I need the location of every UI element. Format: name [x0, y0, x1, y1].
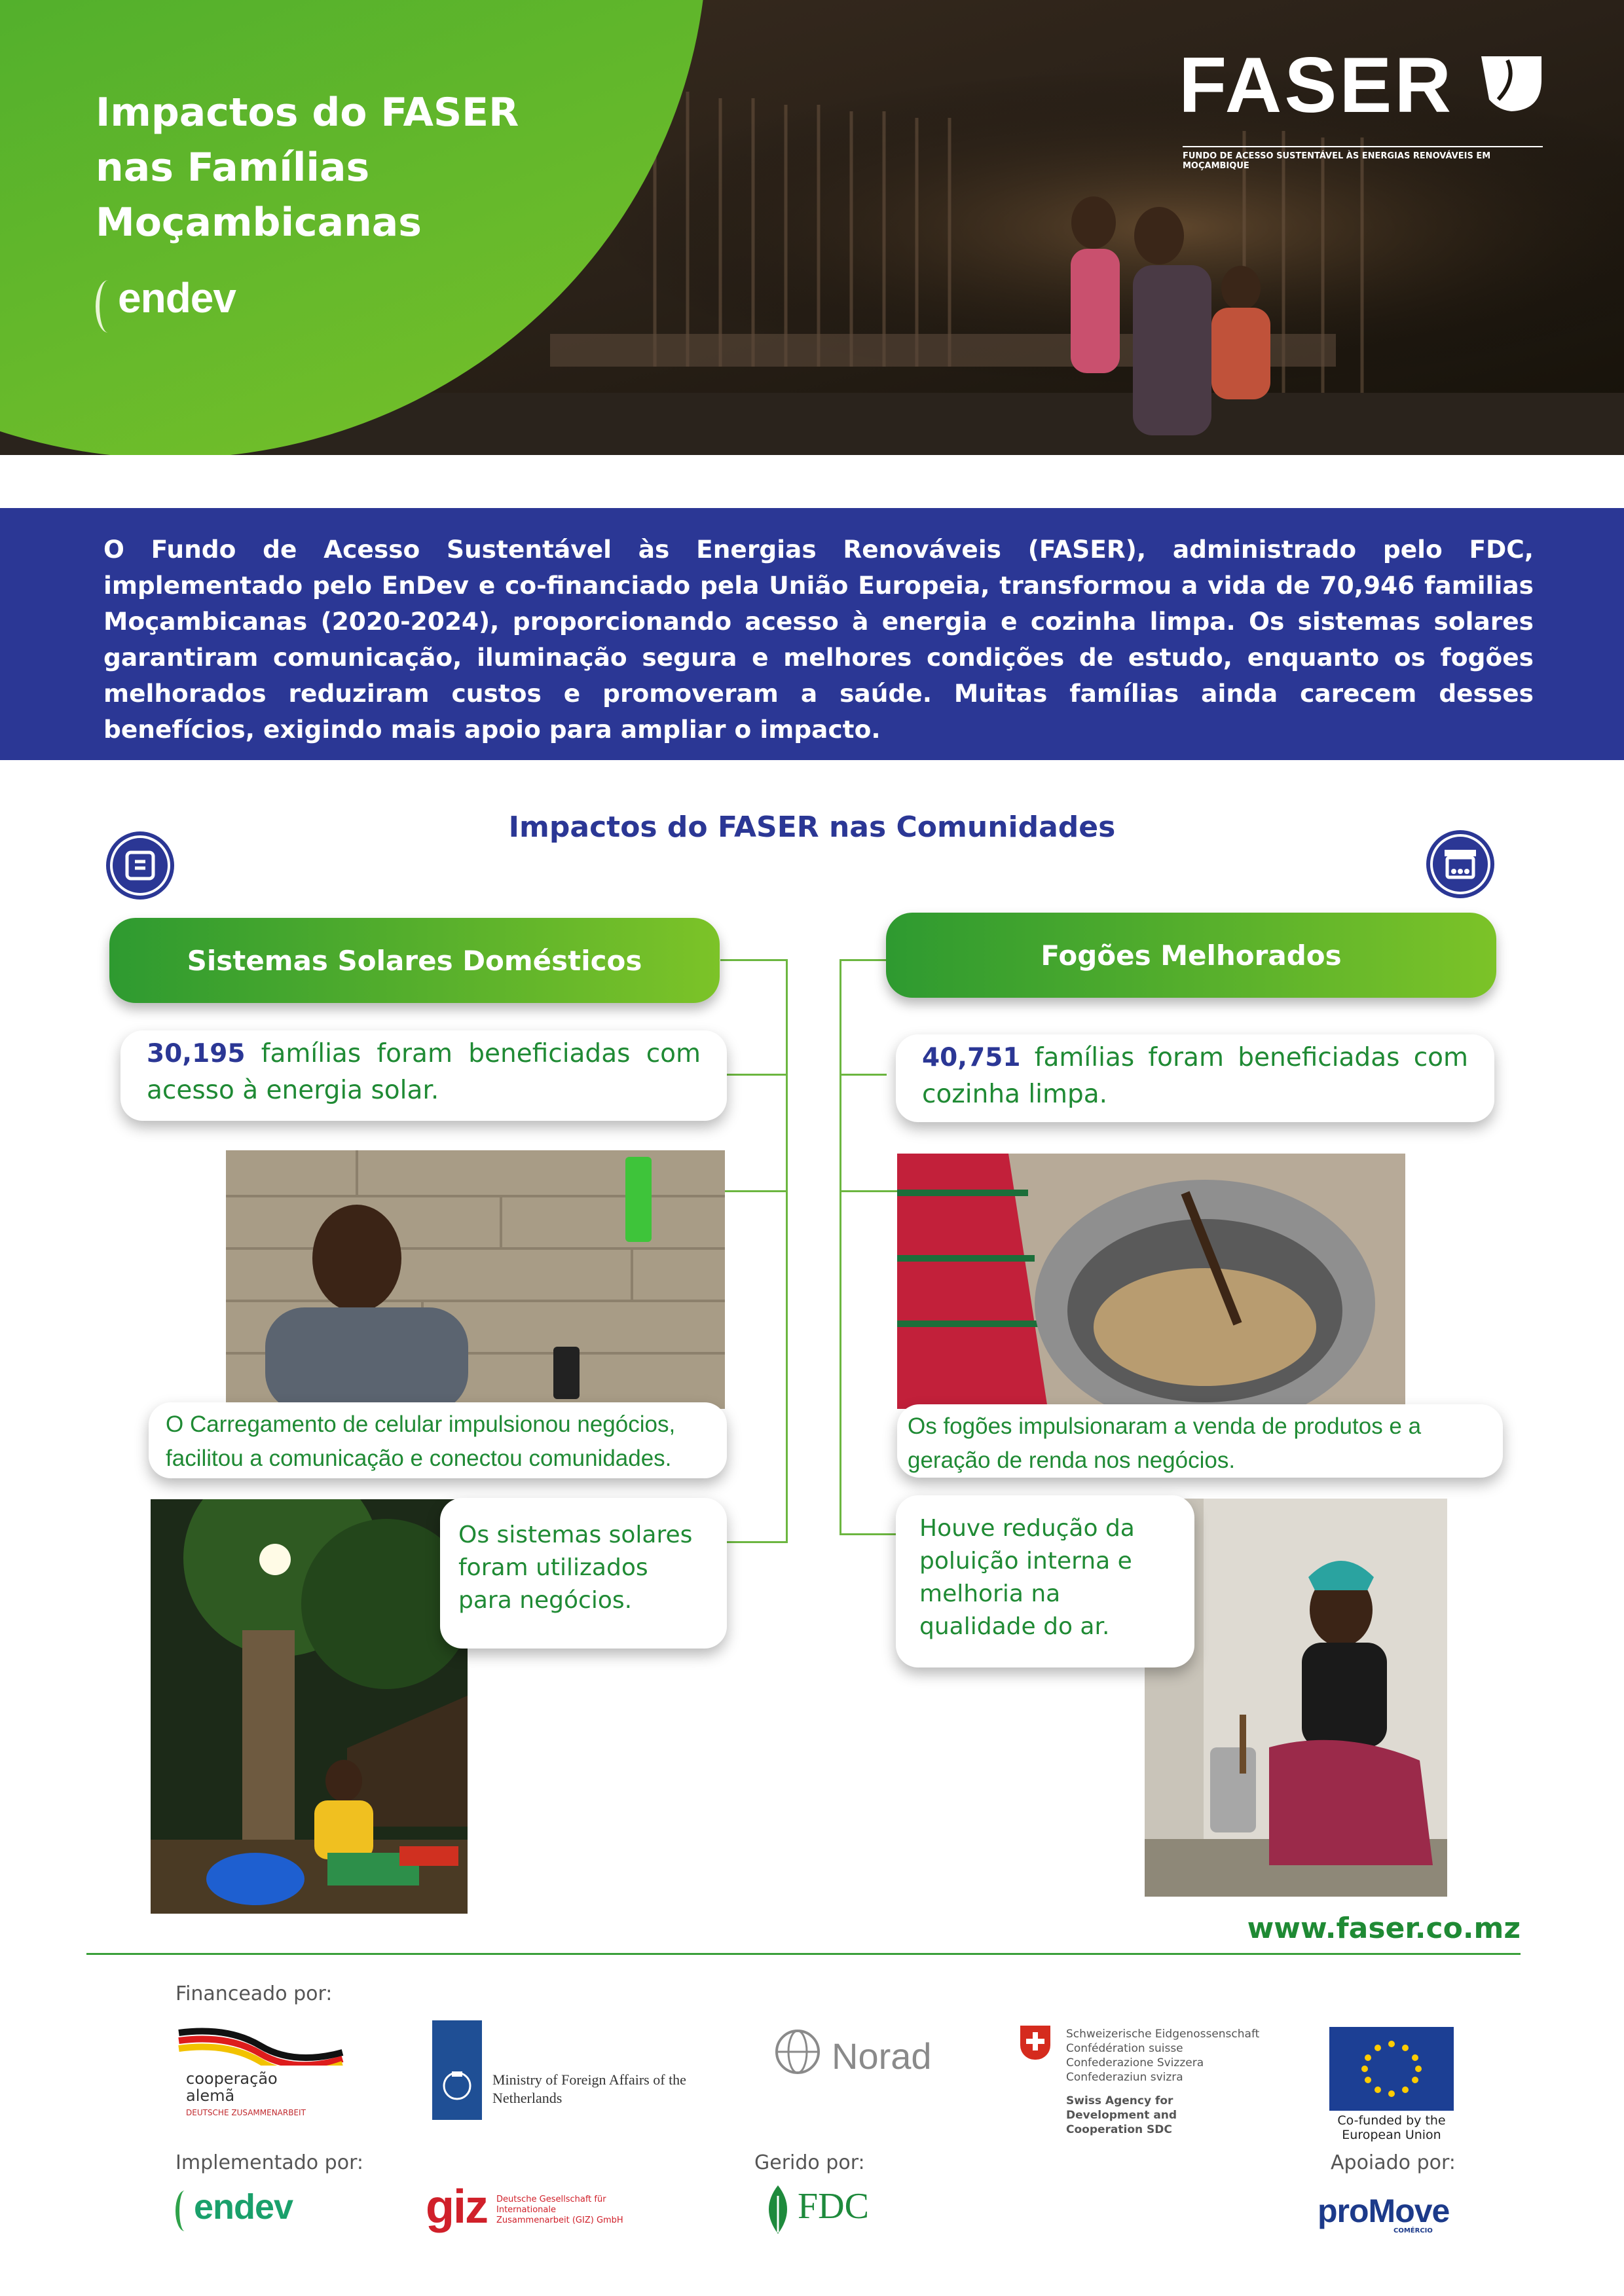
- norad-logo: Norad: [832, 2035, 932, 2077]
- swiss-cross-icon: [1020, 2026, 1050, 2060]
- footer-divider: [86, 1953, 1521, 1955]
- solar-stat-number: 30,195: [147, 1039, 246, 1068]
- managed-by-label: Gerido por:: [754, 2151, 865, 2174]
- phone-charging-caption: O Carregamento de celular impulsionou negócios, facilitou a comunicação e conectou comunidades.: [149, 1402, 727, 1478]
- page-title: Impactos do FASER nas Famílias Moçambicanas: [96, 90, 519, 246]
- implemented-by-label: Implementado por:: [175, 2151, 363, 2174]
- connector-line: [720, 1074, 788, 1076]
- cookstove-stat-number: 40,751: [922, 1043, 1021, 1072]
- phone-charging-photo: [226, 1150, 725, 1409]
- solar-systems-heading: Sistemas Solares Domésticos: [109, 918, 720, 1003]
- connector-line: [840, 1190, 898, 1192]
- financed-by-label: Financeado por:: [175, 1982, 333, 2005]
- giz-full-name: Deutsche Gesellschaft für Internationale Zusammenarbeit (GIZ) GmbH: [496, 2195, 623, 2225]
- promove-logo: proMove: [1318, 2193, 1450, 2229]
- cookstove-icon: [1426, 830, 1494, 898]
- german-cooperation-logo: cooperação alemã DEUTSCHE ZUSAMMENARBEIT: [186, 2069, 306, 2117]
- endev-swoosh-icon: [175, 2191, 194, 2231]
- endev-footer-logo: endev: [194, 2187, 293, 2227]
- giz-logo: giz: [426, 2181, 487, 2233]
- eu-cofunded-logo: Co-funded by the European Union: [1337, 2113, 1446, 2142]
- cooking-pot-caption: Os fogões impulsionaram a venda de produtos e a geração de renda nos negócios.: [897, 1404, 1503, 1478]
- netherlands-ministry-logo: Ministry of Foreign Affairs of the Netherlands: [492, 2071, 686, 2106]
- eu-flag-icon: [1329, 2027, 1454, 2111]
- solar-stat-text: famílias foram beneficiadas com acesso à energia solar.: [147, 1039, 701, 1105]
- solar-business-photo: [151, 1499, 468, 1914]
- fdc-logo: FDC: [798, 2186, 869, 2227]
- fdc-leaf-icon: [760, 2183, 796, 2235]
- endev-swoosh-icon: [96, 280, 120, 333]
- connector-line: [720, 1541, 788, 1543]
- solar-home-icon: [106, 831, 174, 900]
- promove-subtitle: COMÉRCIO: [1393, 2227, 1433, 2234]
- cookstoves-heading: Fogões Melhorados: [886, 913, 1496, 998]
- faser-shield-icon: [1479, 54, 1544, 114]
- intro-paragraph: O Fundo de Acesso Sustentável às Energias Renováveis (FASER), administrado pelo FDC, implementado pelo EnDev e co-financiado pela União Europeia, transformou a vida de 70,946 familias Moçambicanas (2020-2024), proporcionando acesso à energia e cozinha limpa. Os sistemas solares garantiram comunicação, iluminação segura e melhores condições de estudo, enquanto os fogões melhorados reduziram custos e promoveram a saúde. Muitas famílias ainda carecem desses benefícios, exigindo mais apoio para ampliar o impacto.: [103, 535, 1534, 744]
- solar-business-caption: Os sistemas solares foram utilizados para negócios.: [440, 1498, 727, 1649]
- connector-line: [786, 959, 788, 1543]
- cookstove-stat-card: [896, 1034, 1494, 1122]
- netherlands-emblem-icon: [432, 2020, 482, 2120]
- supported-by-label: Apoiado por:: [1331, 2151, 1456, 2174]
- connector-line: [840, 1074, 887, 1076]
- connector-line: [840, 1533, 898, 1535]
- air-quality-caption: Houve redução da poluição interna e melhoria na qualidade do ar.: [896, 1495, 1194, 1667]
- norad-globe-icon: [774, 2028, 821, 2075]
- faser-subtitle: FUNDO DE ACESSO SUSTENTÁVEL ÀS ENERGIAS RENOVÁVEIS EM MOÇAMBIQUE: [1183, 146, 1543, 171]
- solar-stat-card: [120, 1030, 727, 1121]
- connector-line: [840, 959, 887, 961]
- german-flag-wave-icon: [175, 2026, 346, 2066]
- connector-line: [720, 959, 788, 961]
- hero-banner: [0, 0, 1624, 455]
- cooking-pot-photo: [897, 1154, 1405, 1409]
- endev-logo: endev: [118, 274, 236, 321]
- connector-line: [840, 959, 841, 1535]
- faser-logo: FASER: [1179, 41, 1454, 129]
- section-title: Impactos do FASER nas Comunidades: [508, 811, 1116, 844]
- connector-line: [720, 1190, 788, 1192]
- swiss-confederation-logo: Schweizerische Eidgenossenschaft Confédération suisse Confederazione Svizzera Confederaziun svizra Swiss Agency for Development and Cooperation SDC: [1066, 2028, 1260, 2136]
- website-link[interactable]: www.faser.co.mz: [1247, 1912, 1521, 1945]
- cookstove-stat-text: famílias foram beneficiadas com cozinha limpa.: [922, 1043, 1468, 1109]
